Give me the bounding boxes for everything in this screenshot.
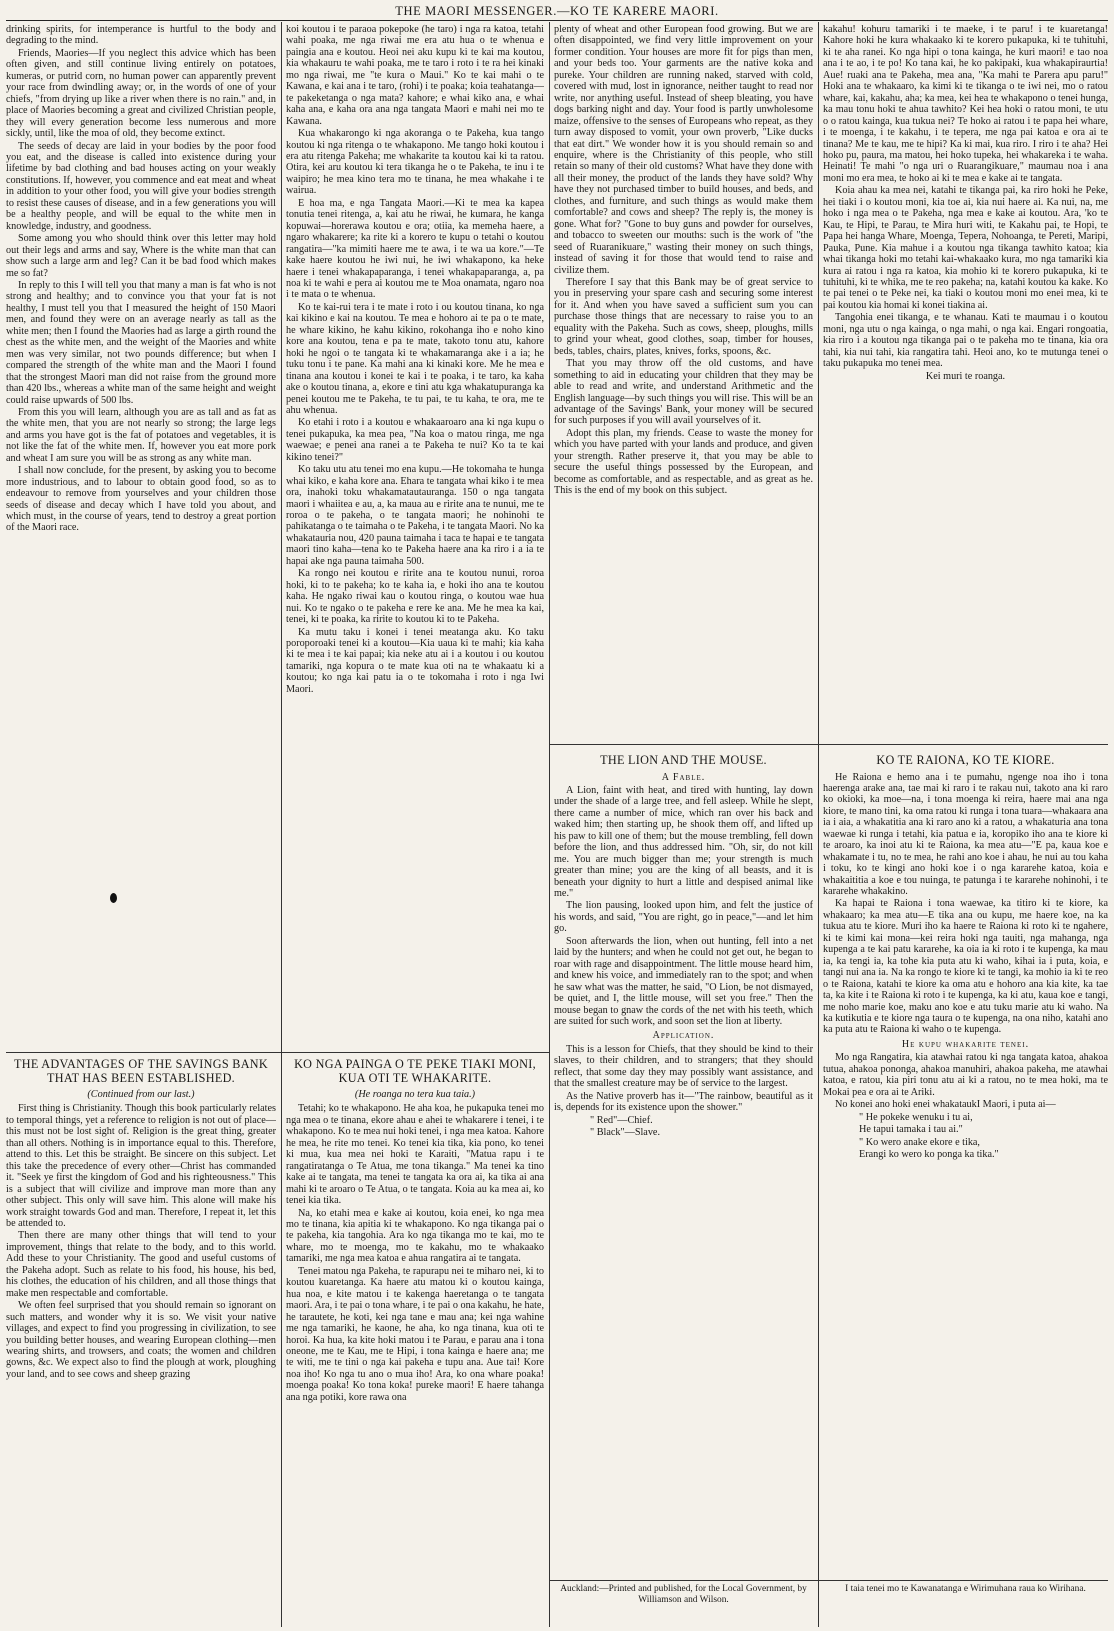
paragraph: A Lion, faint with heat, and tired with hunting, lay down under the shade of a large tree, and fell asleep. While he slept, there came a number of mice, which ran over his back and waked him; then starting up, he shook them off, and lifted up his paw to kill one of them; but the mouse trembling, fell down before the lion, and thus addressed him. "Oh, sir, do not kill me. You are much bigger than me; your strength is much greater than mine; you are the king of all beasts, and it is beneath your dignity to hurt a little and despised animal like me." — [554, 784, 813, 900]
paragraph: Koia ahau ka mea nei, katahi te tikanga pai, ka riro hoki he Peke, hei tiaki i o koutou moni, kia toe ai, kia nui haere ai. Ka nui, na, me hoko i nga mea o te Pakeha, nga mea e kake ai koutou. Ara, 'ko te Kau, te Hipi, te Parau, te Mira huri witi, te Kakahu pai, te Hopi, te Papa hei hanga Whare, Moenga, Tepera, Nohoanga, te Pereti, Maripi, Pauka, Pune. Kia mahue i a koutou nga tikanga tawhito katoa; kia whai tikanga hoki mo tetahi kai-whakaako kura, mo nga tamariki kia kura ai ratou i nga ra katoa, kia mohio ki te korero pukapuka, ki te tuhituhi, ki te whika, me te reo pakeha; na, katahi koutou ka kake. Ko te pai tenei o te Peke nei, ka tiaki o koutou moni mo enei mea, ki te pai koutou kia homai ki konei tiakina ai. — [823, 185, 1108, 311]
column-rule-1 — [281, 22, 282, 1627]
paragraph: kakahu! kohuru tamariki i te maeke, i te paru! i te kuaretanga! Kahore hoki he kura whakaako ki te korero pukapuka, ki te tuhituhi, ki te aha ranei. Ko nga hipi o tona kainga, he kuri maori! e tao noa ana i te ao, i te po! Ko tana kai, he ko pakipaki, kua whakapiraurtia! Aue! ruaki ana te Pakeha, mea ana, "Ka mahi te Parera apu paru!" Hoki ana te whakaaro, ka kimi ki te tikanga o te iwi nei, mo o ratou whare, kai, kakahu, aha; ka mea, kei hea te whakapono o tenei hunga, ka mau tonu hoki te ahua tawhito? Kei hea hoki o ratou moni, te utu o o ratou kainga, kua tukua nei? Te hoko ai ratou i te papa hei whare, i te moenga, i te kakahu, i te tepera, me nga pai katoa e ora ai te tinana? Me te kau, me te hipi? Ka ki mai, kua riro. I riro i te aha? Hei hoko pu, paura, ma matou, hei hoko tupeka, hei whakareka i te waha. Heinati! Te mahi "o nga uri o Ruarangikuare," maumau noa i ana moni mo era mea, te hoko ai ki te mea e kake ai te tangata. — [823, 24, 1108, 184]
paragraph: Tetahi; ko te whakapono. He aha koa, he pukapuka tenei mo nga mea o te tinana, ekore ahau e ahei te whakarere i tenei, i te whakapono. Ko te mea nui hoki tenei, i nga mea katoa. Kahore he mea, he rite mo tenei. Ko tenei kia tika, kia pono, ko tenei ki mua, kua mea nei hoki te Karaiti, "Matua rapu i te rangatiratanga o Te Atua, me tona tikanga." Ma tenei ka tino kake ai te tangata, ma tenei te tangata ka ora ai, ka tika ai ana mahi ki te aroaro o Te Atua, o te tangata. Koia au ka mea ai, ko tenei kia tika. — [286, 1103, 544, 1207]
continued-note: (He roanga no tera kua taia.) — [354, 1089, 476, 1100]
paragraph: First thing is Christianity. Though this book particularly relates to temporal things, yet a reference to religion is not out of place—this must not be lost sight of. Religion is the great thing, greater than all others. Nothing is in importance equal to this. Therefore, attend to this. Let this be straight. Be sincere on this subject. Let this take the precedence of every other—Christ has commanded it. "Seek ye first the kingdom of God and his righteousness." This is a subject that will civilize and improve man more than any other subject. This only will save him. This alone will make his work straight towards God and man. Therefore, I repeat it, let this be attended to. — [6, 1103, 276, 1229]
paragraph: The lion pausing, looked upon him, and felt the justice of his words, and said, "You are right, go in peace,"—and let him go. — [554, 900, 813, 935]
imprint-rule-en — [549, 1580, 818, 1581]
paragraph: He Raiona e hemo ana i te pumahu, ngenge noa iho i tona haerenga arake ana, tae mai ki raro i te rakau nui, takoto ana ki raro ko okioki, ka moe—na, i tona moenga ki reira, haere mai ana nga kiore, te mano tini, ka oma ratou ki runga i tona tuara—whakaara ana ia i aia, a whakatitia ana ki raro ano ki a ratou, a whakaturia ana tona waewae ki runga i tetahi, kia patua e ia, koropiko iho ana te kiore ki te aroaro, ka inoi atu ki te Raiona, ka mea atu—"E pa, kaua koe e whakamate i tu, no te mea, he rahi ano koe i ahau, he nui au tou kaha i toku, ko te kingi ano hoki koe i o nga kararehe katoa, koia e whakaititia a koe e tou nuinga, te patunga i te kararehe nohinohi, i te kararehe whakakino. — [823, 771, 1108, 898]
paragraph: Ka mutu taku i konei i tenei meatanga aku. Ko taku poroporoaki tenei ki a koutou—Kia uaua ki te mahi; kia kaha ki te mea i te kai papai; kia neke atu ai i a koutou i ou koutou tamariki, nga kopura o te mate kua oti na te whakaatu ki a koutou; ko nga kai patu ia o te tokomaha i roto i nga Iwi Maori. — [286, 626, 544, 695]
imprint-english: Auckland:—Printed and published, for the Local Government, by Williamson and Wilson. — [560, 1584, 807, 1605]
health-letter-maori — [286, 24, 544, 1048]
paragraph: Then there are many other things that will tend to your improvement, things that relate to the body, and to this world. Add these to your Christianity. The good and useful customs of the Pakeha adopt. Such as relate to his food, his house, his bed, his clothes, the education of his children, and all those things that make men respectable and comfortable. — [6, 1230, 276, 1299]
paragraph: The seeds of decay are laid in your bodies by the poor food you eat, and the disease is called into existence during your lifetime by bad clothing and bad houses acting on your weakly constitutions. If, however, you commence and eat meat and wheat in addition to your other food, you will give your bodies strength to resist these causes of disease, and in a few generations you will be a healthy people, and will be equal to the white men in knowledge, industry, and goodness. — [6, 140, 276, 232]
continued-note: (Continued from our last.) — [87, 1089, 195, 1100]
application-heading: Application. — [652, 1030, 715, 1042]
paragraph: Na, ko etahi mea e kake ai koutou, koia enei, ko nga mea mo te tinana, kia apitia ki te whakapono. Ko nga tikanga pai o te pakeha, kia tangohia. Ara ko nga tikanga mo te kai, mo te whare, mo te moenga, mo te kakahu, mo te whakaako tamariki, me nga mea katoa e ahua rangatira ai te tangata. — [286, 1207, 544, 1265]
article-title: THE ADVANTAGES OF THE SAVINGS BANK THAT HAS BEEN ESTABLISHED. — [13, 1057, 268, 1085]
paragraph: In reply to this I will tell you that many a man is fat who is not strong and healthy; and to convince you that your fat is not healthy, I must tell you that I measured the height of 150 Maori men, and found they were on an average nearly as tall as the white men; then I found the Maories had as large a girth round the chest as the white men, and the weight of the Maories and white men was very similar, not two pounds difference; but when I compared the strength of the white man and the Maori I found that the strongest Maori man did not raise from the ground more than 420 lbs., whereas a white man of the same height and weight could raise upwards of 500 lbs. — [6, 279, 276, 406]
paragraph: I shall now conclude, for the present, by asking you to become more industrious, and to labour to obtain good food, so as to endeavour to remove from yourselves and your children those seeds of disease and decay which I have told you about, and which must, in the course of years, tend to destroy a great portion of the Maori race. — [6, 465, 276, 534]
running-head: THE MAORI MESSENGER.—KO TE KARERE MAORI. — [395, 4, 719, 18]
glossary-line: " Black"—Slave. — [590, 1127, 660, 1139]
proverb-line: Erangi ko wero ko ponga ka tika." — [859, 1149, 999, 1160]
paragraph: Some among you who should think over this letter may hold out their legs and arms and say, Where is the white man that can show such a large arm and leg? Can it be bad food which makes me so fat? — [6, 233, 276, 279]
proverb-line: " Ko wero anake ekore e tika, — [859, 1136, 980, 1148]
paragraph: Therefore I say that this Bank may be of great service to you in preserving your spare cash and securing some interest for it. And when you have saved a sufficient sum you can purchase those things that are necessary to raise you to an equality with the Pakeha. Such as cows, sheep, ploughs, mills to grind your wheat, good clothes, soap, timber for houses, beds, tables, chairs, plates, knives, forks, spoons, &c. — [554, 276, 813, 357]
paragraph: plenty of wheat and other European food growing. But we are often disappointed, we find very little improvement on your former condition. Your houses are more fit for pigs than men, and your beds too. Your garments are the native koka and pureke. Your children are running naked, starved with cold, covered with mud, lost in ignorance, neither taught to read nor write, nor anything useful. Instead of sheep bleating, you have dogs barking night and day. Your food is partly unwholesome maize, offensive to the senses of Europeans who repeat, as they turn away disposed to vomit, your own proverb, "Like ducks that eat dirt." We wonder how it is you should remain so and enquire, where is the Christianity of this people, who still retain so many of their old customs? What have they done with all their money, the product of the lands they have sold? Why have they not purchased timber to build houses, and beds, and clothes, and furniture, and such things as would make them comfortable? and cows and sheep? The reply is, the money is gone. What for? "Gone to buy guns and powder for ourselves, and tobacco to sweeten our mouths: such is the work of "the seed of Ruaranikuare," wasting their money on such things, instead of saving it for those that would tend to raise and civilize them. — [554, 24, 813, 276]
savings-bank-article-english — [6, 1056, 276, 1627]
imprint-rule-mi — [818, 1580, 1108, 1581]
section-rule-lion — [549, 744, 1108, 745]
glossary-line: " Red"—Chief. — [590, 1114, 653, 1126]
paragraph: This is a lesson for Chiefs, that they should be kind to their slaves, to their children, and to strangers; that they should reflect, that some day they may possibly want assistance, and that the smallest creature may be of service to the largest. — [554, 1043, 813, 1090]
fable-title: THE LION AND THE MOUSE. — [600, 753, 767, 767]
section-rule-savings — [6, 1052, 549, 1053]
head-rule — [6, 20, 1108, 21]
fable-subtitle: A Fable. — [661, 771, 706, 783]
imprint-maori: I taia tenei mo te Kawanatanga e Wirimuhana raua ko Wirihana. — [845, 1584, 1086, 1594]
paragraph: Adopt this plan, my friends. Cease to waste the money for which you have parted with your lands and produce, and given your strength. Rather preserve it, that you may be able to secure the useful things possessed by the European, and become as comfortable, and as respectable, and as great as he. This is the end of my book on this subject. — [554, 427, 813, 497]
paragraph: Mo nga Rangatira, kia atawhai ratou ki nga tangata katoa, ahakoa tutua, ahakoa pononga, ahakoa manuhiri, ahakoa pakeha, me atawhai katoa, e ratou, kia piri tonu atu ai ki a ratou, no te mea hoki, ma te Mokai pea e ora ai te Ariki. — [823, 1052, 1108, 1098]
paragraph: Ko taku utu atu tenei mo ena kupu.—He tokomaha te hunga whai kiko, e kaha kore ana. Ehara te tangata whai kiko i te mea ora, inahoki toku whakamatautauranga. 150 o nga tangata maori i whaiitea e au, a, ka maua au e ririte ana te nunui, me te roroa o te pakeha, o te tangata maori; he nohinohi te pahikatanga o te taimaha o te Pakeha, i te tangata Maori. No ka whakatauria nou, 420 pauna taimaha i taca te hapai e te tangata maori tino kaha—tena ko te Pakeha haere ana ka riro i a ia te hapai ake nga pauna taimaha 500. — [286, 464, 544, 567]
lion-and-mouse-maori — [823, 752, 1108, 1574]
paragraph: Tenei matou nga Pakeha, te rapurapu nei te miharo nei, ki to koutou kuaretanga. Ka haere atu matou ki o koutou kainga, hua noa, e kite matou i te kakenga haeretanga o te tangata maori. Ara, i te pai o tona whare, i te pai o ona kakahu, he hate, he tarautete, he koti, kei nga tane e mau ana; kei nga wahine me nga tamariki, he kaone, he aha, ko nga tinana, kua oti te horoi. Ka hua, ka kite hoki matou i te Parau, e parau ana i tona oneone, me te Kau, me te Hipi, i tona kainga e haere ana; me te witi, me te tini o nga kai pakeha e tupu ana. Aue tai! Kore noa iho! Ko nga tu ano o mua iho! Ara, ko ona whare poaka! moenga poaka! Ko tona koka! pureke maori! E haere tahanga ana nga potiki, kore rawa ona — [286, 1265, 544, 1403]
proverb-line: He tapui tamaka i tau ai." — [859, 1124, 963, 1136]
continued-next-note: Kei muri te roanga. — [925, 370, 1006, 382]
paragraph: As the Native proverb has it—"The rainbow, beautiful as it is, depends for its existence upon the shower." — [554, 1090, 813, 1114]
health-letter-english — [6, 24, 276, 1048]
article-title: KO NGA PAINGA O TE PEKE TIAKI MONI, KUA OTI TE WHAKARITE. — [294, 1057, 536, 1085]
savings-bank-continuation-maori — [823, 24, 1108, 740]
column-rule-3 — [818, 22, 819, 1627]
paragraph: Ko te kai-rui tera i te mate i roto i ou koutou tinana, ko nga kai kikino e kai na koutou. Te mea e hohoro ai te pa o te mate, he whare kikino, he kahu kikino, rokohanga iho e noho kino kore ana koutou, tena e pa te mate, takoto tonu atu, kahore hoki he ngoi o te tangata ki te whakamaranga ake i a ia; he tuku tonu i te pane. Ka mahi ana ki kinaki kore. Me he mea e tinana ana koutou i konei te kai i te poaka, i te taro, ka kaha ake o koutou tinana, a, ekore e tini atu kga whakatupuranga ka penei koutou me te Pakeha, te tu pai, te tu kaha, te ora, me te ahu whenua. — [286, 301, 544, 416]
paragraph: From this you will learn, although you are as tall and as fat as the white men, that you are not nearly so strong; the large legs and arms you have got is the fat of potatoes and vegetables, it is not like the fat of the white men. If, however you eat more pork and wheat I am sure you will be as strong as any white man. — [6, 406, 276, 464]
fable-title: KO TE RAIONA, KO TE KIORE. — [876, 753, 1055, 767]
paragraph: drinking spirits, for intemperance is hurtful to the body and degrading to the mind. — [6, 24, 276, 47]
moral-heading: He kupu whakarite tenei. — [901, 1038, 1030, 1050]
paragraph: Ka hapai te Raiona i tona waewae, ka titiro ki te kiore, ka whakaaro; ka mea atu—E tika ana ou kupu, me haere koe, na ka tukua atu te kiore. Muri iho ka haere te Raiona ki roto ki te ngahere, ki te kimi kai mona—kei reira hoki nga tauiti, nga mahanga, nga kupenga a te kai patu kararehe, ka oia ia ki roto i te kupenga, ka mau ia, ka tengi ia, ka tohe kia puta atu ki waho, kihai ia i puta, koia, e tangi nui ana ia. Na ka rongo te kiore ki te tangi, ka mohio ia ki te reo o te Raiona, katahi te kiore ka oma atu e hohoro ana kia kite, ka tae ta, ka kite i te Raiona ki roto i te kupenga, ka ki atu, kaua koe e tangi, me noho marie koe, maku ano koe e atu tuku marie atu ki waho. Na ka kutikutia e te kiore nga taura o te kupenga, na ona niho, katahi ano ka puta atu te Raiona ki waho o te kupenga. — [823, 898, 1108, 1036]
paragraph: That you may throw off the old customs, and have something to aid in educating your children that they may be able to read and write, and understand Arithmetic and the English language—by such things you will rise. This will be an advantage of the Savings' Bank, your money will be secured for such purposes if you will avail yourselves of it. — [554, 358, 813, 427]
proverb-line: " He pokeke wenuku i tu ai, — [859, 1111, 973, 1123]
column-rule-2 — [549, 22, 550, 1627]
paragraph: E hoa ma, e nga Tangata Maori.—Ki te mea ka kapea tonutia tenei ritenga, a, kai atu he riwai, he kumara, he kanga kopuwai—horerawa koutou e ora; otiia, ka memeha haere, a ngaro whakarere; ka rite ki a korero te kupu o tetahi o koutou rangatira—"ka mimiti haere me te awa, i te wa ua kore."—Te kake haere koutou he iwi nui, he iwi whakapono, ka heke haere i tenei whakapaparanga, i tenei whakapaparanga, a, pa noa ki te wahi e pera ai koutou me te Moa onamata, ngaro noa i te mata o te whenua. — [286, 197, 544, 301]
paragraph: Ka rongo nei koutou e ririte ana te koutou nunui, roroa hoki, ki to te pakeha; ko te kaha ia, e hoki iho ana te koutou kaha. He ngako riwai kau o koutou ringa, o koutou wae hua nui. Ko te ngako o te pakeha e rere ke ana. Me he mea ka kai, tenei, ki te poaka, ka ririte to koutou ki to te Pakeha. — [286, 568, 544, 626]
savings-bank-continuation-english — [554, 24, 813, 740]
paragraph: Ko etahi i roto i a koutou e whakaaroaro ana ki nga kupu o tenei pukapuka, ka mea pea, "Na koa o matou ringa, me nga waewae; e penei ana ranei a te Pakeha te nui? Ko ta te kai kikino tenei?" — [286, 417, 544, 463]
savings-bank-article-maori — [286, 1056, 544, 1627]
paragraph: Soon afterwards the lion, when out hunting, fell into a net laid by the hunters; and when he could not get out, he began to roar with rage and disappointment. The little mouse heard him, and knew his voice, and immediately ran to the spot; and when he saw what was the matter, he said, "O Lion, be not dismayed, be quiet, and I, the little mouse, will set you free." Then the mouse began to gnaw the cords of the net with his teeth, which are suited for such work, and soon set the lion at liberty. — [554, 935, 813, 1028]
paragraph: No konei ano hoki enei whakataukI Maori, i puta ai— — [835, 1099, 1056, 1111]
paragraph: We often feel surprised that you should remain so ignorant on such matters, and wonder why it is so. We visit your native villages, and expect to find you progressing in civilization, to see you building better houses, and wearing European clothing—men wearing shirts, and trowsers, and coats; the women and children gowns, &c. We expect also to find the plough at work, ploughing your land, and to see cows and sheep grazing — [6, 1300, 276, 1380]
paragraph: koi koutou i te paraoa pokepoke (he taro) i nga ra katoa, tetahi wahi poaka, me nga riwai me era atu hua o te whenua e paingia ana e koutou. Heoi nei aku kupu ki te kai ma koutou, kia whakauru te wahi poaka, me te taro i roto i te ra hei kinaki mo nga riwai, me "te kura o Maui." Ko te kai mahi o te Kawana, e kai ana i te taro, (rohi) i te poaka; koia teahatanga—te pakeketanga o nga mata? kahore; e whai kiko ana, e whai kaha ana, e kaha ora ana nga tangata Maori e mahi nei mo te Kawana. — [286, 24, 544, 127]
paragraph: Tangohia enei tikanga, e te whanau. Kati te maumau i o koutou moni, nga utu o nga kainga, o nga mahi, o nga kai. Engari rongoatia, kia riro i a koutou nga tikanga pai o te pakeha mo te tinana, kia ora tahi, kia nui tahi, kia rangatira tahi. Heoi ano, ko te mutunga tenei o taku pukapuka mo tenei mea. — [823, 312, 1108, 370]
lion-and-mouse-english — [554, 752, 813, 1574]
paragraph: Friends, Maories—If you neglect this advice which has been often given, and still continue living entirely on potatoes, kumeras, or putrid corn, no human power can apparently prevent your race from dwindling away; or, in the words of one of your chiefs, "from drying up like a river when there is no rain." and, in place of Maories becoming a great and civilized Christian people, they will every generation become less numerous and more sickly, until, like the moa of old, they become extinct. — [6, 47, 276, 140]
paragraph: Kua whakarongo ki nga akoranga o te Pakeha, kua tango koutou ki nga ritenga o te whakapono. Me tango hoki koutou i era atu ritenga Pakeha; me whakarite ta koutou kai ki ta ratou. Otira, kei aru koutou ki tera tikanga he o te Pakeha, te inu i te waipiro; he mea kino tera mo te tinana, he mea whakahe i te wairua. — [286, 128, 544, 197]
